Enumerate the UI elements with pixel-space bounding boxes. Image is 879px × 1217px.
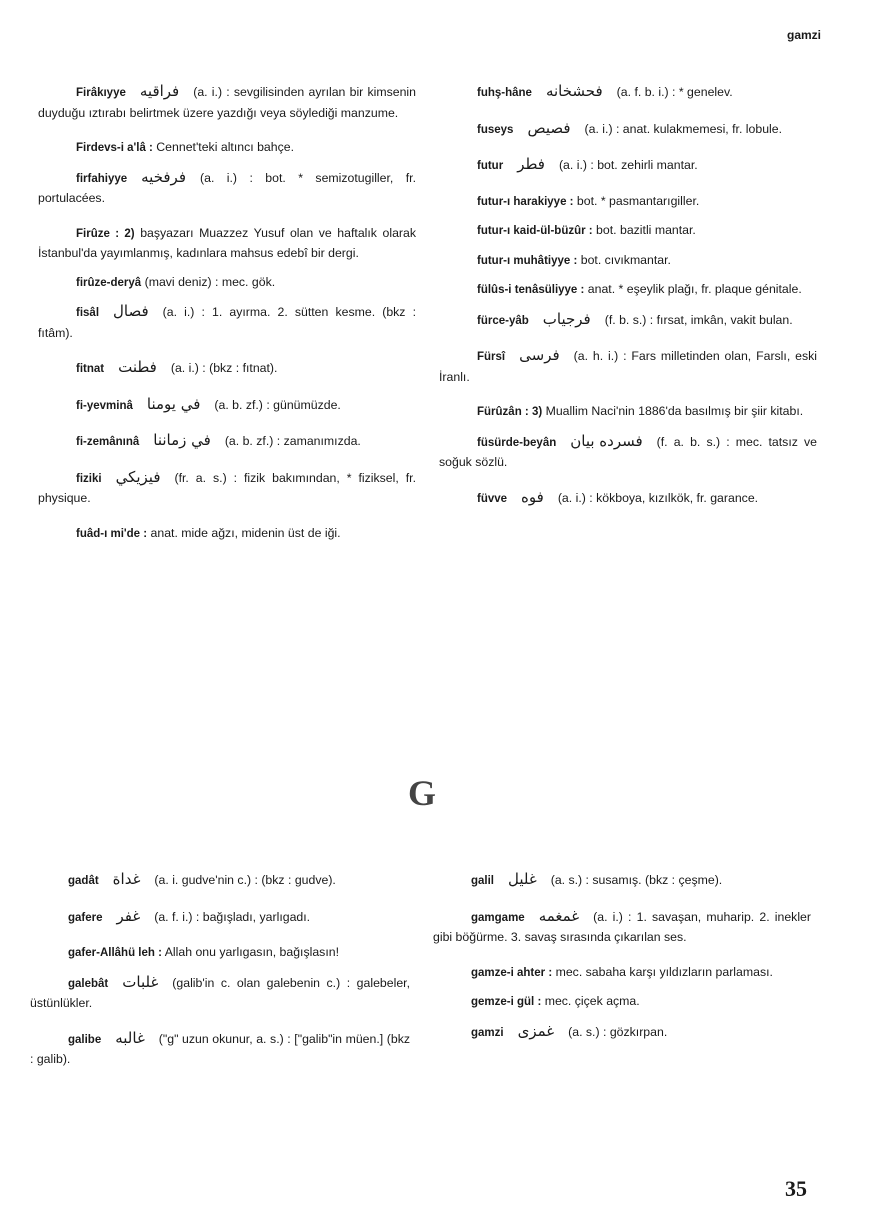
- entry-definition: (a. i.) : bot. * semizotugiller, fr. portulacées.: [38, 170, 416, 205]
- dictionary-entry: [38, 82, 416, 123]
- entry-definition: mec. çiçek açma.: [544, 994, 640, 1008]
- entry-definition: (a. i.) : (bkz : fıtnat).: [170, 361, 278, 375]
- entry-headword: fisâl: [76, 307, 100, 319]
- guide-word: gamzi: [786, 28, 821, 42]
- entry-definition: Cennet'teki altıncı bahçe.: [156, 140, 294, 154]
- entry-headword: gafere: [68, 911, 103, 924]
- entry-definition: (a. i.) : 1. ayırma. 2. sütten kesme. (bkz : fıtâm).: [38, 305, 416, 340]
- entry-arabic-script: في يومنا: [146, 394, 201, 413]
- entry-headword: fülûs-i tenâsüliyye :: [477, 284, 585, 296]
- entry-arabic-script: غداة: [112, 870, 141, 888]
- dictionary-entry: [38, 524, 416, 545]
- entry-arabic-script: غمغمه: [538, 906, 580, 925]
- entry-arabic-script: فصال: [113, 302, 149, 320]
- entry-definition: Allah onu yarlıgasın, bağışlasın!: [164, 945, 339, 959]
- entry-headword: gamzi: [471, 1026, 504, 1039]
- entry-headword: gafer-Allâhü leh :: [68, 947, 162, 959]
- page-number: 35: [785, 1176, 807, 1201]
- column-top-left: [38, 82, 416, 553]
- dictionary-entry: [433, 907, 811, 948]
- entry-definition: (a. i.) : 1. savaşan, muharip. 2. inekler gibi böğürme. 3. savaş sırasında çıkarılan ses.: [433, 909, 811, 944]
- entry-arabic-script: فوه: [521, 487, 544, 506]
- entry-arabic-script: في زماننا: [153, 431, 211, 449]
- entry-definition: (fr. a. s.) : fizik bakımından, * fiziksel, fr. physique.: [38, 470, 416, 505]
- entry-definition: (a. s.) : susamış. (bkz : çeşme).: [550, 873, 723, 887]
- entry-headword: galil: [471, 875, 495, 887]
- entry-definition: başyazarı Muazzez Yusuf olan ve haftalık olarak İstanbul'da yayımlanmış, kadınlara mahsus edebî bir dergi.: [38, 225, 417, 260]
- dictionary-entry: [439, 346, 817, 387]
- dictionary-entry: [433, 1022, 811, 1044]
- entry-headword: Fürsî: [477, 351, 506, 363]
- dictionary-entry: [439, 432, 817, 473]
- entry-arabic-script: غفر: [116, 906, 141, 925]
- dictionary-entry: [439, 251, 817, 272]
- entry-definition: (mavi deniz) : mec. gök.: [144, 274, 276, 289]
- dictionary-entry: [439, 155, 817, 177]
- entry-definition: bot. cıvıkmantar.: [580, 252, 671, 267]
- entry-definition: (a. i.) : anat. kulakmemesi, fr. lobule.: [584, 121, 783, 136]
- entry-arabic-script: فحشخانه: [545, 82, 603, 100]
- entry-headword: Firdevs-i a'lâ :: [76, 142, 153, 154]
- entry-definition: anat. mide ağzı, midenin üst de iği.: [150, 525, 341, 540]
- entry-definition: mec. sabaha karşı yıldızların parlaması.: [555, 964, 773, 979]
- entry-arabic-script: فرسى: [519, 346, 560, 364]
- dictionary-entry: [439, 119, 817, 141]
- dictionary-entry: [439, 280, 817, 301]
- entry-arabic-script: غليل: [508, 870, 537, 888]
- entry-arabic-script: فراقيه: [139, 82, 180, 100]
- entry-definition: (a. f. i.) : bağışladı, yarlıgadı.: [154, 909, 311, 924]
- entry-arabic-script: غالبه: [115, 1028, 145, 1047]
- entry-arabic-script: فرجياب: [542, 309, 591, 328]
- entry-headword: galibe: [68, 1033, 102, 1046]
- entry-headword: gadât: [68, 875, 99, 887]
- entry-arabic-script: فيزيكي: [115, 467, 161, 486]
- entry-headword: füsürde-beyân: [477, 436, 557, 449]
- entry-definition: (a. f. b. i.) : * genelev.: [616, 85, 733, 99]
- dictionary-entry: [38, 358, 416, 380]
- entry-definition: (a. s.) : gözkırpan.: [568, 1024, 668, 1039]
- dictionary-entry: [30, 870, 410, 892]
- entry-headword: fi-yevminâ: [76, 399, 133, 412]
- entry-definition: (f. a. b. s.) : mec. tatsız ve soğuk sözlü.: [439, 434, 817, 469]
- dictionary-entry: [439, 310, 817, 332]
- entry-headword: firûze-deryâ: [76, 276, 142, 289]
- entry-headword: gemze-i gül :: [471, 996, 542, 1008]
- entry-headword: futur-ı harakiyye :: [477, 195, 574, 208]
- entry-definition: (galib'in c. olan galebenin c.) : galebeler, üstünlükler.: [30, 975, 410, 1010]
- entry-headword: Fürûzân : 3): [477, 406, 543, 418]
- entry-definition: (a. b. zf.) : günümüzde.: [214, 397, 341, 412]
- dictionary-entry: [38, 224, 416, 264]
- entry-headword: gamze-i ahter :: [471, 966, 553, 979]
- dictionary-entry: [38, 468, 416, 509]
- entry-definition: anat. * eşeylik plağı, fr. plaque génitale.: [587, 282, 802, 296]
- dictionary-entry: [38, 168, 416, 209]
- entry-headword: futur: [477, 160, 504, 172]
- dictionary-entry: [439, 82, 817, 104]
- entry-definition: bot. bazitli mantar.: [596, 223, 696, 237]
- entry-headword: fuseys: [477, 123, 514, 136]
- dictionary-entry: [433, 870, 811, 892]
- dictionary-entry: [38, 431, 416, 453]
- dictionary-entry: [433, 963, 811, 984]
- dictionary-entry: [433, 992, 811, 1013]
- entry-arabic-script: فسرده بيان: [570, 431, 643, 450]
- entry-headword: firfahiyye: [76, 172, 128, 185]
- entry-definition: Muallim Naci'nin 1886'da basılmış bir şiir kitabı.: [545, 404, 804, 418]
- entry-definition: (a. i.) : kökboya, kızılkök, fr. garance.: [557, 490, 759, 505]
- entry-headword: gamgame: [471, 911, 525, 924]
- dictionary-entry: [30, 1029, 410, 1070]
- dictionary-entry: [30, 943, 410, 964]
- entry-headword: Firâkıyye: [76, 87, 126, 99]
- dictionary-entry: [30, 973, 410, 1014]
- entry-definition: bot. * pasmantarıgiller.: [576, 193, 700, 208]
- entry-headword: futur-ı kaid-ül-büzûr :: [477, 225, 593, 237]
- dictionary-entry: [38, 302, 416, 343]
- entry-definition: (a. b. zf.) : zamanımızda.: [224, 434, 361, 448]
- dictionary-entry: [439, 402, 817, 423]
- entry-definition: (a. i.) : sevgilisinden ayrılan bir kimsenin duyduğu ıztırabı belirtmek üzere yazdığı veya söylediği manzume.: [38, 85, 416, 120]
- dictionary-entry: [30, 907, 410, 929]
- dictionary-entry: [439, 488, 817, 510]
- entry-definition: ("g" uzun okunur, a. s.) : ["galib"in müen.] (bkz : galib).: [30, 1031, 410, 1066]
- entry-definition: (f. b. s.) : fırsat, imkân, vakit bulan.: [604, 312, 793, 327]
- column-top-right: [439, 82, 817, 524]
- entry-headword: futur-ı muhâtiyye :: [477, 254, 578, 267]
- column-bottom-left: [30, 870, 410, 1085]
- entry-arabic-script: فرفخيه: [141, 167, 187, 186]
- entry-definition: (a. h. i.) : Fars milletinden olan, Farslı, eski İranlı.: [439, 349, 817, 384]
- entry-headword: fürce-yâb: [477, 314, 529, 327]
- entry-headword: fi-zemânınâ: [76, 436, 140, 448]
- entry-arabic-script: فطر: [517, 155, 545, 173]
- entry-headword: fitnat: [76, 363, 105, 375]
- entry-headword: füvve: [477, 492, 508, 505]
- dictionary-entry: [38, 138, 416, 159]
- dictionary-entry: [439, 221, 817, 242]
- entry-definition: (a. i. gudve'nin c.) : (bkz : gudve).: [154, 873, 336, 887]
- entry-headword: fiziki: [76, 472, 102, 485]
- dictionary-entry: [439, 192, 817, 213]
- entry-definition: (a. i.) : bot. zehirli mantar.: [558, 158, 698, 172]
- column-bottom-right: [433, 870, 811, 1058]
- dictionary-entry: [38, 395, 416, 417]
- entry-arabic-script: غلبات: [122, 972, 159, 991]
- entry-headword: Firûze : 2): [76, 227, 135, 240]
- dictionary-entry: [38, 273, 416, 294]
- entry-arabic-script: غمزى: [517, 1021, 555, 1040]
- entry-arabic-script: فطنت: [118, 358, 157, 376]
- entry-headword: fuâd-ı mi'de :: [76, 527, 148, 540]
- entry-headword: galebât: [68, 977, 109, 990]
- entry-headword: fuhş-hâne: [477, 87, 532, 99]
- section-letter: G: [407, 773, 436, 813]
- entry-arabic-script: فصيص: [527, 118, 571, 137]
